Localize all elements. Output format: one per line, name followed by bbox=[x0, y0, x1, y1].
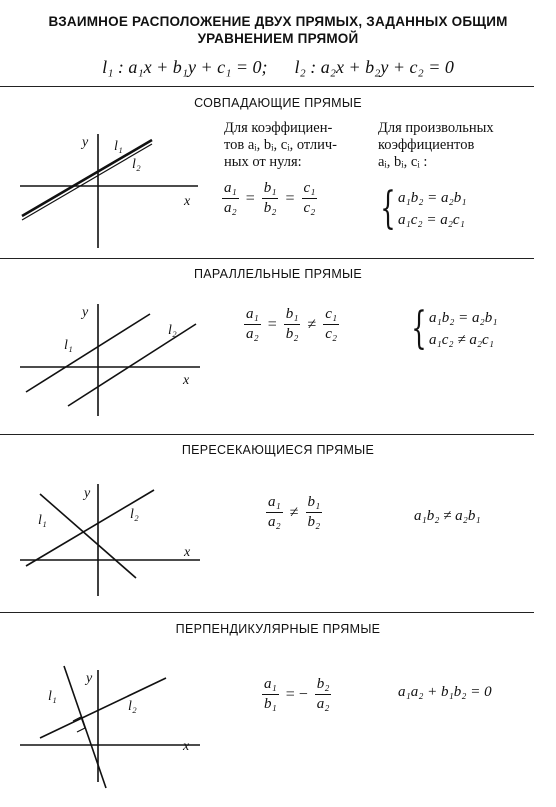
fraction-b: $\frac{\text{b₁}}{\text{b₂}}$ bbox=[285, 306, 299, 342]
note-nonzero: Для коэффициен- тов aᵢ, bᵢ, cᵢ, отлич- ных от нуля: bbox=[224, 120, 338, 170]
x-axis-label: x bbox=[183, 373, 190, 388]
fraction-a: $\frac{\text{a₁}}{\text{a₂}}$ bbox=[224, 180, 237, 216]
line-l2-label: l₂ bbox=[132, 157, 141, 172]
line-l2-label: l₂ bbox=[128, 699, 137, 714]
equation-l1: l₁ : a₁x + b₁y + c₁ = 0; bbox=[102, 57, 268, 77]
coincident-diagram bbox=[18, 120, 213, 250]
perpendicular-ratio: $\frac{\text{a₁}}{\text{b₁}}$ = − $\frac{\text{b₂}}{\text{a₂}}$ bbox=[264, 676, 330, 712]
fraction-c: $\frac{\text{c₁}}{\text{c₂}}$ bbox=[325, 306, 338, 342]
line-l1-label: l₁ bbox=[48, 689, 57, 704]
equation-l2: l₂ : a₂x + b₂y + c₂ = 0 bbox=[294, 57, 454, 77]
general-equations bbox=[0, 57, 556, 78]
line-l1 bbox=[26, 314, 150, 392]
parallel-diagram bbox=[18, 292, 218, 422]
line-l2-label: l₂ bbox=[130, 507, 139, 522]
fraction-b-a: $\frac{\text{b₂}}{\text{a₂}}$ bbox=[316, 676, 330, 712]
x-axis-label: x bbox=[184, 545, 191, 560]
page-title-line1: ВЗАИМНОЕ РАСПОЛОЖЕНИЕ ДВУХ ПРЯМЫХ, ЗАДАННЫХ ОБЩИМ bbox=[48, 14, 508, 29]
section-parallel-title: ПАРАЛЛЕЛЬНЫЕ ПРЯМЫЕ bbox=[193, 267, 363, 281]
divider bbox=[0, 258, 534, 259]
divider bbox=[0, 86, 534, 87]
fraction-c: $\frac{\text{c₁}}{\text{c₂}}$ bbox=[303, 180, 316, 216]
line-l2-label: l₂ bbox=[168, 323, 177, 338]
line-l2 bbox=[22, 144, 152, 220]
divider bbox=[0, 612, 534, 613]
line-l1-label: l₁ bbox=[64, 338, 73, 353]
line-l2 bbox=[68, 324, 196, 406]
page-title-line2: УРАВНЕНИЕМ ПРЯМОЙ bbox=[197, 31, 359, 46]
coincident-ratio: $\frac{\text{a₁}}{\text{a₂}}$ = $\frac{\text{b₁}}{\text{b₂}}$ = $\frac{\text{c₁}}{\text{c₂}}$ bbox=[224, 180, 316, 216]
section-perpendicular-title: ПЕРПЕНДИКУЛЯРНЫЕ ПРЯМЫЕ bbox=[175, 622, 381, 636]
parallel-ratio: $\frac{\text{a₁}}{\text{a₂}}$ = $\frac{\text{b₁}}{\text{b₂}}$ ≠ $\frac{\text{c₁}}{\text{c₂}}$ bbox=[246, 306, 338, 342]
fraction-b: $\frac{\text{b₁}}{\text{b₂}}$ bbox=[263, 180, 277, 216]
section-coincident-title: СОВПАДАЮЩИЕ ПРЯМЫЕ bbox=[194, 96, 362, 110]
x-axis-label: x bbox=[184, 194, 191, 209]
fraction-a-b: $\frac{\text{a₁}}{\text{b₁}}$ bbox=[264, 676, 277, 712]
x-axis-label: x bbox=[183, 739, 190, 754]
perpendicular-condition: a₁a₂ + b₁b₂ = 0 bbox=[398, 684, 492, 700]
y-axis-label: y bbox=[82, 135, 89, 150]
section-intersecting-title: ПЕРЕСЕКАЮЩИЕСЯ ПРЯМЫЕ bbox=[181, 443, 375, 457]
intersecting-ratio: $\frac{\text{a₁}}{\text{a₂}}$ ≠ $\frac{\text{b₁}}{\text{b₂}}$ bbox=[268, 494, 321, 530]
coincident-system: { a₁b₂ = a₂b₁ a₁c₂ = a₂c₁ bbox=[380, 183, 467, 234]
line-l1 bbox=[40, 494, 136, 578]
y-axis-label: y bbox=[86, 671, 93, 686]
line-l2 bbox=[40, 678, 166, 738]
y-axis-label: y bbox=[84, 486, 91, 501]
fraction-b: $\frac{\text{b₁}}{\text{b₂}}$ bbox=[307, 494, 321, 530]
note-any: Для произвольных коэффициентов aᵢ, bᵢ, cᵢ : bbox=[378, 120, 494, 170]
intersecting-condition: a₁b₂ ≠ a₂b₁ bbox=[414, 508, 481, 524]
fraction-a: $\frac{\text{a₁}}{\text{a₂}}$ bbox=[246, 306, 259, 342]
intersecting-diagram bbox=[18, 470, 218, 600]
y-axis-label: y bbox=[82, 305, 89, 320]
line-l1-label: l₁ bbox=[114, 139, 123, 154]
parallel-system: { a₁b₂ = a₂b₁ a₁c₂ ≠ a₂c₁ bbox=[411, 303, 498, 354]
perpendicular-diagram bbox=[18, 650, 218, 790]
divider bbox=[0, 434, 534, 435]
line-l1-label: l₁ bbox=[38, 513, 47, 528]
fraction-a: $\frac{\text{a₁}}{\text{a₂}}$ bbox=[268, 494, 281, 530]
line-l2 bbox=[26, 490, 154, 566]
line-l1 bbox=[22, 140, 152, 216]
